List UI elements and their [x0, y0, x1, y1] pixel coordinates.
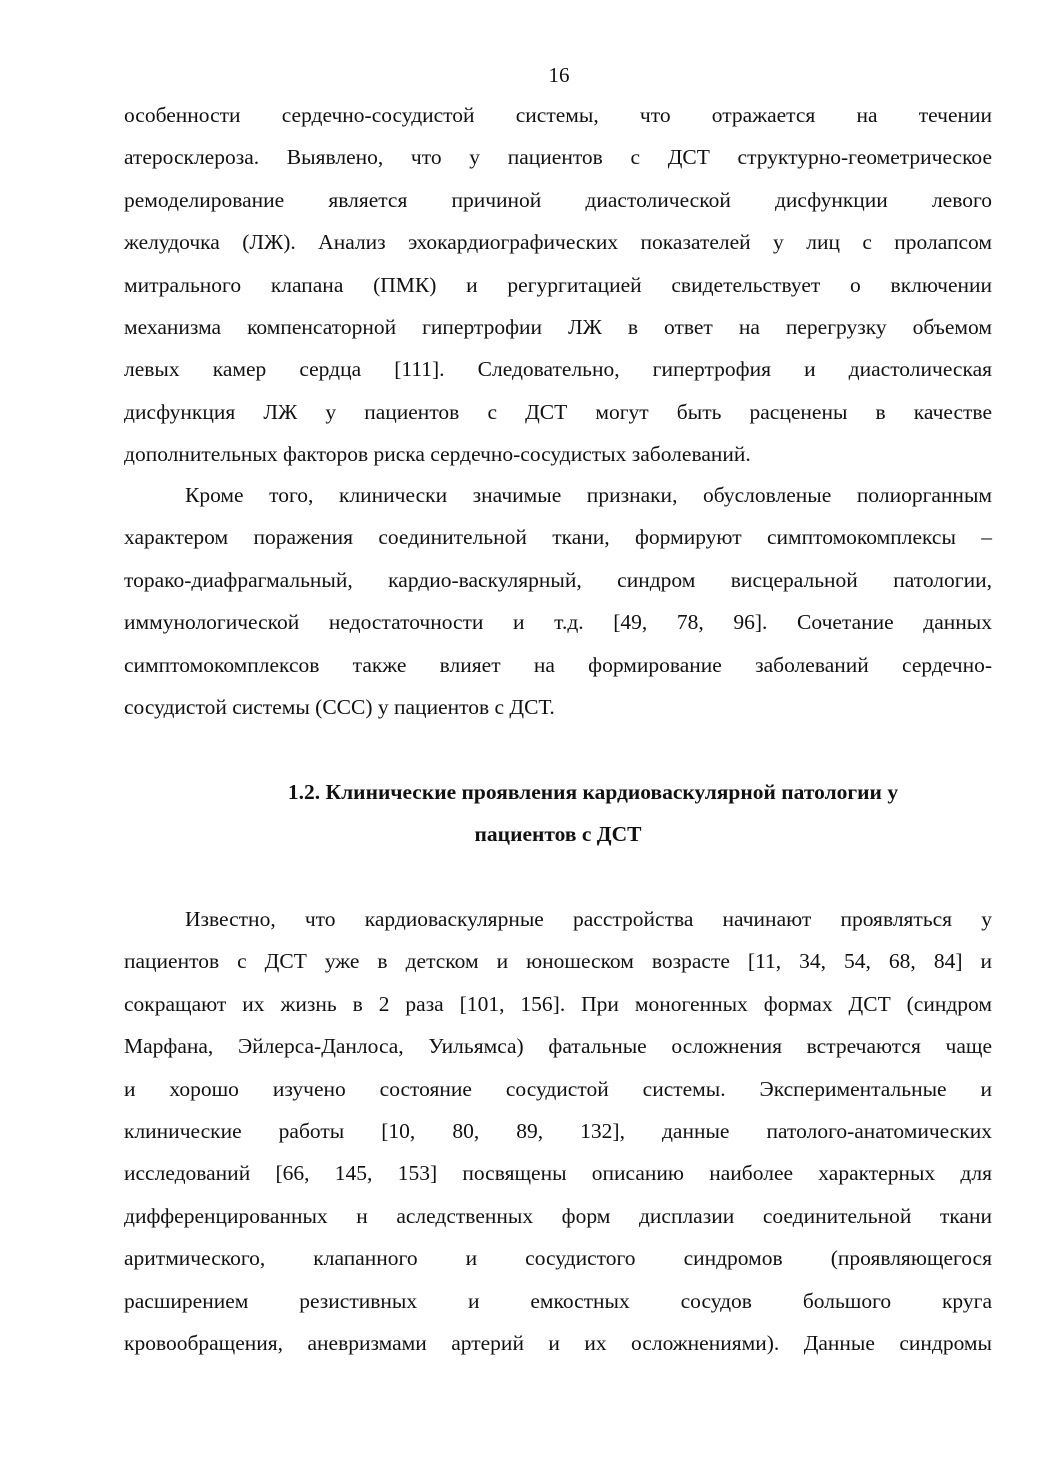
paragraph-line: механизма компенсаторной гипертрофии ЛЖ в ответ на перегрузку объемом	[124, 314, 992, 339]
section-heading-line: пациентов с ДСТ	[474, 822, 642, 847]
paragraph-line: и хорошо изучено состояние сосудистой системы. Экспериментальные и	[124, 1076, 992, 1101]
paragraph-line: характером поражения соединительной ткани, формируют симптомокомплексы –	[124, 525, 992, 550]
paragraph-line: иммунологической недостаточности и т.д. [49, 78, 96]. Сочетание данных	[124, 610, 992, 635]
paragraph-line: сосудистой системы (ССС) у пациентов с ДСТ.	[124, 694, 555, 719]
paragraph-line: левых камер сердца [111]. Следовательно, гипертрофия и диастолическая	[124, 357, 992, 382]
paragraph-line: ремоделирование является причиной диастолической дисфункции левого	[124, 187, 992, 212]
paragraph-line: сокращают их жизнь в 2 раза [101, 156]. При моногенных формах ДСТ (синдром	[124, 991, 992, 1016]
paragraph-line: расширением резистивных и емкостных сосудов большого круга	[124, 1288, 992, 1313]
paragraph-line: желудочка (ЛЖ). Анализ эхокардиографических показателей у лиц с пролапсом	[124, 230, 992, 255]
paragraph-line: торако-диафрагмальный, кардио-васкулярный, синдром висцеральной патологии,	[124, 567, 992, 592]
section-heading	[124, 771, 992, 856]
paragraph-line: симптомокомплексов также влияет на формирование заболеваний сердечно-	[124, 652, 992, 677]
paragraph-line: атеросклероза. Выявлено, что у пациентов с ДСТ структурно-геометрическое	[124, 145, 992, 170]
paragraph-line: дополнительных факторов риска сердечно-сосудистых заболеваний.	[124, 442, 751, 467]
page-number: 16	[548, 63, 570, 87]
paragraph-line: митрального клапана (ПМК) и регургитацией свидетельствует о включении	[124, 272, 992, 297]
paragraph-3	[124, 898, 992, 1364]
paragraph-line: особенности сердечно-сосудистой системы, что отражается на течении	[124, 103, 992, 127]
paragraph-line: пациентов с ДСТ уже в детском и юношеском возрасте [11, 34, 54, 68, 84] и	[124, 949, 992, 974]
paragraph-line: исследований [66, 145, 153] посвящены описанию наиболее характерных для	[124, 1161, 992, 1186]
paragraph-line: Марфана, Эйлерса-Данлоса, Уильямса) фатальные осложнения встречаются чаще	[124, 1034, 992, 1059]
paragraph-2	[124, 474, 992, 728]
paragraph-line: аритмического, клапанного и сосудистого синдромов (проявляющегося	[124, 1246, 992, 1271]
paragraph-line: Кроме того, клинически значимые признаки, обусловленые полиорганным	[185, 483, 992, 507]
paragraph-line: клинические работы [10, 80, 89, 132], данные патолого-анатомических	[124, 1118, 992, 1143]
paragraph-line: Известно, что кардиоваскулярные расстройства начинают проявляться у	[185, 907, 992, 931]
paragraph-line: кровообращения, аневризмами артерий и их осложнениями). Данные синдромы	[124, 1330, 992, 1355]
paragraph-1	[124, 94, 992, 476]
section-heading-line: 1.2. Клинические проявления кардиоваскулярной патологии у	[287, 780, 899, 804]
paragraph-line: дисфункция ЛЖ у пациентов с ДСТ могут быть расценены в качестве	[124, 399, 992, 424]
paragraph-line: дифференцированных н аследственных форм дисплазии соединительной ткани	[124, 1203, 992, 1228]
